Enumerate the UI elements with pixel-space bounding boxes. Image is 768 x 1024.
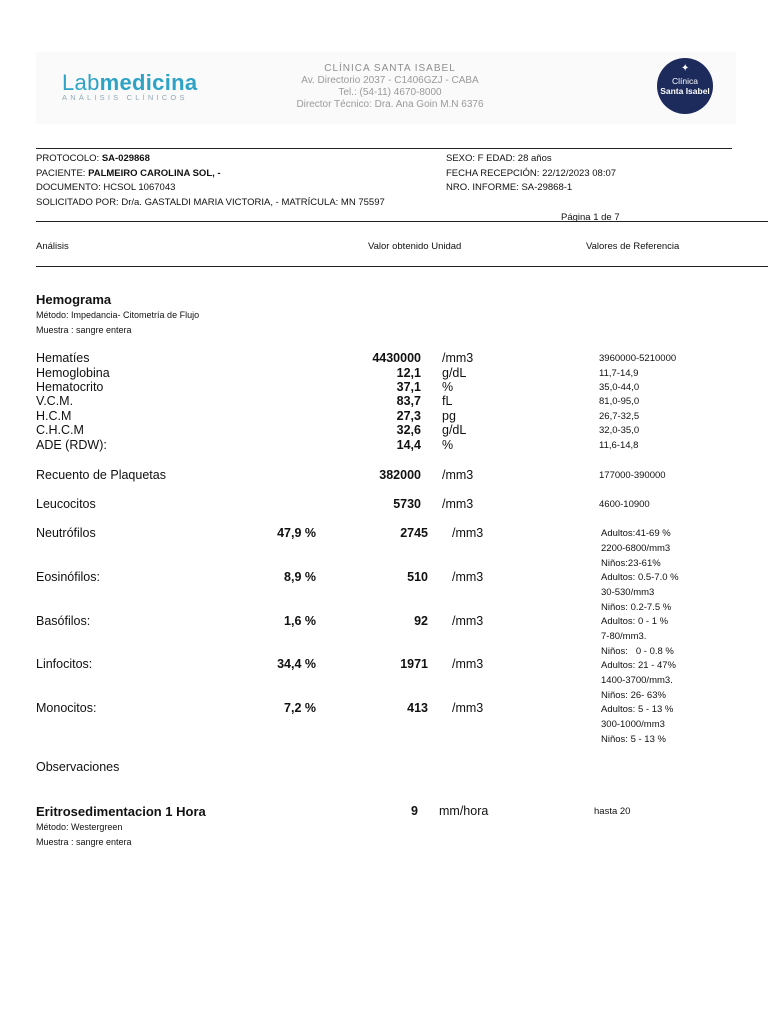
- result-unit: /mm3: [442, 351, 474, 365]
- result-label: Hematíes: [36, 351, 90, 365]
- result-label: Leucocitos: [36, 497, 96, 511]
- result-unit: g/dL: [442, 423, 467, 437]
- result-reference: 30-530/mm3: [601, 587, 655, 598]
- result-reference: Adultos: 0.5-7.0 %: [601, 572, 679, 583]
- result-value: 37,1: [396, 380, 421, 394]
- result-label: Recuento de Plaquetas: [36, 468, 166, 482]
- result-value: 14,4: [396, 438, 421, 452]
- result-unit: /mm3: [442, 468, 474, 482]
- result-label: ADE (RDW):: [36, 438, 107, 452]
- result-reference: 300-1000/mm3: [601, 719, 665, 730]
- result-reference: Adultos: 5 - 13 %: [601, 704, 674, 715]
- result-reference: 35,0-44,0: [599, 382, 640, 393]
- result-label: Eosinófilos:: [36, 570, 100, 584]
- result-reference: 32,0-35,0: [599, 425, 640, 436]
- result-unit: %: [442, 380, 454, 394]
- result-reference: Niños:23-61%: [601, 558, 661, 569]
- result-unit: pg: [442, 409, 456, 423]
- result-reference: 4600-10900: [599, 499, 650, 510]
- result-reference: Niños: 26- 63%: [601, 690, 666, 701]
- logo-text-medicina: medicina: [99, 70, 198, 95]
- result-reference: 7-80/mm3.: [601, 631, 647, 642]
- result-label: Basófilos:: [36, 614, 91, 628]
- result-value: 27,3: [396, 409, 421, 423]
- hemograma-muestra: Muestra : sangre entera: [36, 325, 132, 335]
- result-value: 2745: [400, 526, 428, 540]
- paciente: [36, 168, 221, 179]
- paciente-label: PACIENTE:: [36, 168, 86, 179]
- logo-subtitle: ANÁLISIS CLÍNICOS: [62, 93, 188, 102]
- result-reference: Adultos: 0 - 1 %: [601, 616, 669, 627]
- divider: [36, 266, 768, 267]
- result-reference: 11,7-14,9: [599, 368, 639, 379]
- clinic-phone: Tel.: (54-11) 4670-8000: [338, 87, 442, 98]
- result-reference: Niños: 0.2-7.5 %: [601, 602, 672, 613]
- result-reference: Adultos:41-69 %: [601, 528, 671, 539]
- divider: [36, 148, 732, 149]
- result-unit: mm/hora: [439, 804, 489, 818]
- badge-line-1: Clínica: [672, 76, 698, 86]
- protocolo-label: PROTOCOLO:: [36, 153, 100, 164]
- result-label: Hematocrito: [36, 380, 104, 394]
- result-reference: 3960000-5210000: [599, 353, 677, 364]
- column-analisis: Análisis: [36, 241, 69, 252]
- result-value: 1971: [400, 657, 428, 671]
- solicitado-por: SOLICITADO POR: Dr/a. GASTALDI MARIA VICTORIA, - MATRÍCULA: MN 75597: [36, 197, 385, 208]
- result-reference: 1400-3700/mm3.: [601, 675, 673, 686]
- result-value: 4430000: [372, 351, 421, 365]
- result-value: 382000: [379, 468, 421, 482]
- result-unit: %: [442, 438, 454, 452]
- divider: [36, 221, 768, 222]
- result-label: Hemoglobina: [36, 366, 110, 380]
- hemograma-title: Hemograma: [36, 292, 112, 307]
- protocolo-value: SA-029868: [101, 153, 150, 164]
- result-percent: 34,4 %: [277, 657, 316, 671]
- hemograma-metodo: Método: Impedancia- Citometría de Flujo: [36, 310, 200, 320]
- sexo-edad: SEXO: F EDAD: 28 años: [446, 153, 552, 164]
- result-unit: /mm3: [452, 657, 484, 671]
- result-label: Linfocitos:: [36, 657, 93, 671]
- clinic-name: CLÍNICA SANTA ISABEL: [324, 63, 456, 74]
- clinic-badge-logo: [657, 58, 713, 114]
- observaciones: Observaciones: [36, 760, 120, 774]
- column-referencia: Valores de Referencia: [586, 241, 680, 252]
- result-reference: Niños: 5 - 13 %: [601, 734, 666, 745]
- result-percent: 47,9 %: [277, 526, 316, 540]
- documento: DOCUMENTO: HCSOL 1067043: [36, 182, 176, 193]
- result-value: 83,7: [396, 394, 421, 408]
- result-unit: g/dL: [442, 366, 467, 380]
- nro-informe: NRO. INFORME: SA-29868-1: [446, 182, 573, 193]
- result-reference: Adultos: 21 - 47%: [601, 660, 676, 671]
- protocolo: [36, 153, 150, 164]
- result-value: 5730: [393, 497, 421, 511]
- result-label: H.C.M: [36, 409, 72, 423]
- result-value: 413: [407, 701, 428, 715]
- clinic-director: Director Técnico: Dra. Ana Goin M.N 6376: [296, 99, 484, 110]
- result-reference: 2200-6800/mm3: [601, 543, 671, 554]
- badge-line-2: Santa Isabel: [660, 86, 710, 96]
- eritro-muestra: Muestra : sangre entera: [36, 837, 132, 847]
- result-percent: 8,9 %: [284, 570, 316, 584]
- result-value: 32,6: [396, 423, 421, 437]
- result-value: 92: [414, 614, 428, 628]
- column-valor: Valor obtenido Unidad: [368, 241, 462, 252]
- result-value: 510: [407, 570, 428, 584]
- page-number: Página 1 de 7: [561, 212, 620, 223]
- result-percent: 7,2 %: [284, 701, 316, 715]
- result-unit: /mm3: [452, 701, 484, 715]
- star-icon: ✦: [681, 63, 690, 74]
- result-reference: 177000-390000: [599, 470, 666, 481]
- result-reference: 81,0-95,0: [599, 396, 640, 407]
- result-unit: /mm3: [452, 570, 484, 584]
- result-percent: 1,6 %: [284, 614, 316, 628]
- paciente-value: PALMEIRO CAROLINA SOL, -: [88, 168, 221, 179]
- eritrosedimentacion-title: Eritrosedimentacion 1 Hora: [36, 804, 206, 819]
- result-label: Neutrófilos: [36, 526, 96, 540]
- result-value: 9: [411, 804, 418, 818]
- result-unit: /mm3: [452, 526, 484, 540]
- result-reference: hasta 20: [594, 806, 631, 817]
- logo-text-lab: Lab: [62, 70, 100, 95]
- result-label: Monocitos:: [36, 701, 97, 715]
- result-value: 12,1: [396, 366, 421, 380]
- result-unit: /mm3: [442, 497, 474, 511]
- result-reference: Niños: 0 - 0.8 %: [601, 646, 674, 657]
- result-reference: 26,7-32,5: [599, 411, 640, 422]
- result-unit: fL: [442, 394, 453, 408]
- clinic-address: Av. Directorio 2037 - C1406GZJ - CABA: [301, 75, 479, 86]
- result-unit: /mm3: [452, 614, 484, 628]
- fecha-recepcion: FECHA RECEPCIÓN: 22/12/2023 08:07: [446, 168, 617, 179]
- eritro-metodo: Método: Westergreen: [36, 822, 123, 832]
- result-label: C.H.C.M: [36, 423, 84, 437]
- result-reference: 11,6-14,8: [599, 440, 639, 451]
- result-label: V.C.M.: [36, 394, 74, 408]
